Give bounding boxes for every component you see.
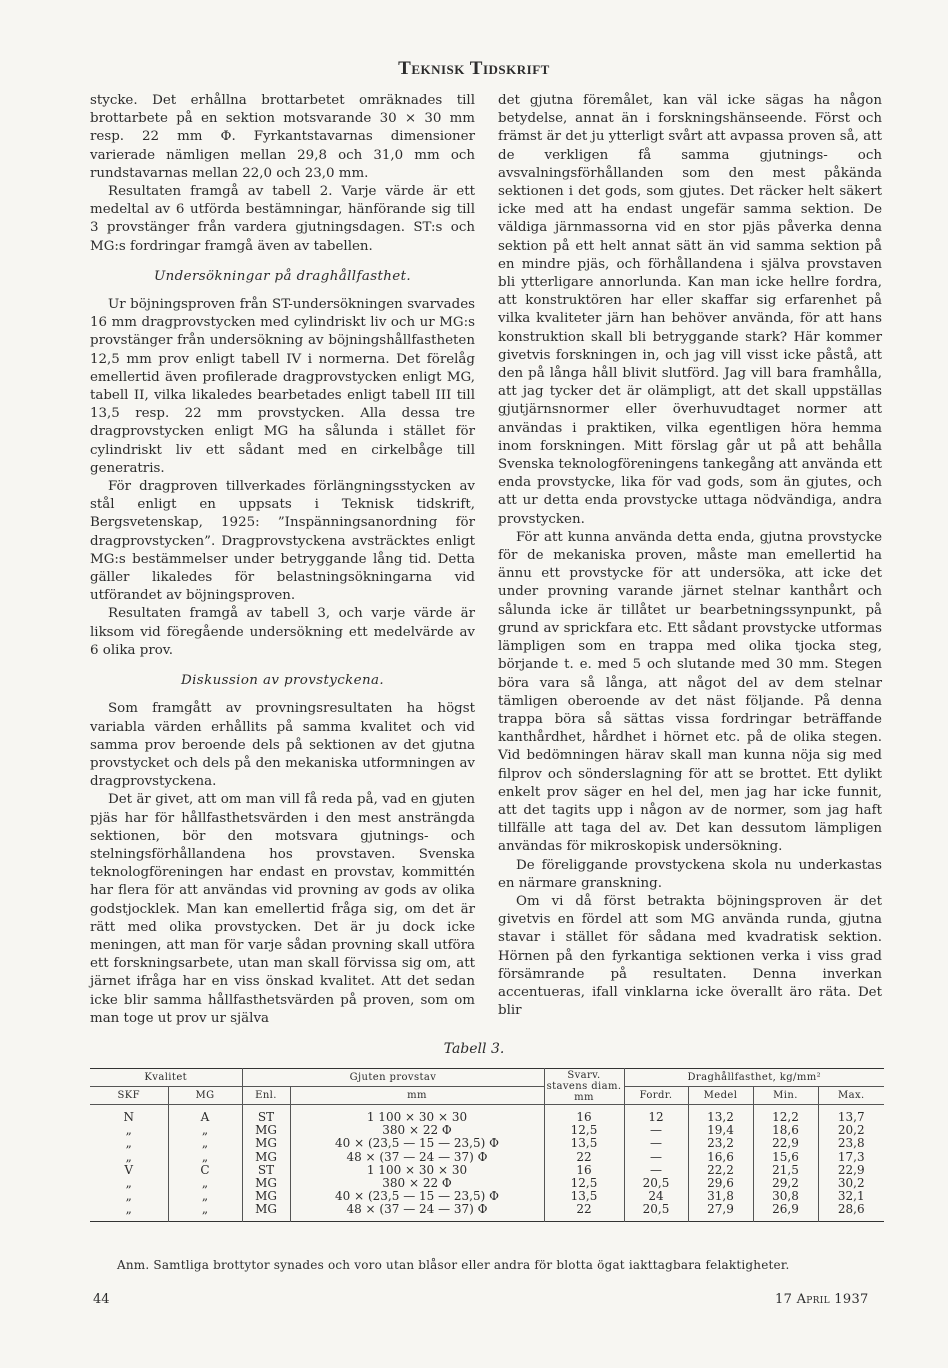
header-max: Max. bbox=[818, 1087, 884, 1105]
cell-medel: 23,2 bbox=[688, 1137, 753, 1150]
cell-fordr: 24 bbox=[624, 1190, 688, 1203]
cell-skf: N bbox=[90, 1105, 168, 1125]
cell-enl: ST bbox=[242, 1105, 290, 1125]
table-note: Anm. Samtliga brottytor synades och voro utan blåsor eller andra för blotta ögat iakttagbara felaktigheter. bbox=[117, 1258, 790, 1272]
cell-fordr: 20,5 bbox=[624, 1203, 688, 1221]
date-month: April bbox=[796, 1292, 830, 1307]
paragraph: De föreliggande provstyckena skola nu underkastas en närmare granskning. bbox=[498, 857, 882, 891]
cell-mg: „ bbox=[168, 1203, 242, 1221]
cell-min: 29,2 bbox=[753, 1177, 818, 1190]
section-heading: Diskussion av provstyckena. bbox=[180, 673, 385, 689]
header-min: Min. bbox=[753, 1087, 818, 1105]
header-fordr: Fordr. bbox=[624, 1087, 688, 1105]
header-enl: Enl. bbox=[242, 1087, 290, 1105]
cell-mg: A bbox=[168, 1105, 242, 1125]
cell-diam: 13,5 bbox=[544, 1190, 624, 1203]
section-heading: Undersökningar på draghållfasthet. bbox=[153, 268, 412, 284]
cell-mg: „ bbox=[168, 1151, 242, 1164]
cell-mg: C bbox=[168, 1164, 242, 1177]
cell-skf: V bbox=[90, 1164, 168, 1177]
cell-diam: 12,5 bbox=[544, 1177, 624, 1190]
cell-diam: 22 bbox=[544, 1151, 624, 1164]
paragraph: För dragproven tillverkades förlängningsstycken av stål enligt en uppsats i Teknisk tidskrift, Bergsvetenskap, 1925: ”Inspänningsanordning för dragprovstycken”. Dragprovstyckena avsträcktes enligt MG:s bestämmelser under betryggande lång tid. Detta gäller likaledes för belastningsökningarna vid utförandet av böjningsproven. bbox=[90, 479, 475, 604]
cell-min: 21,5 bbox=[753, 1164, 818, 1177]
cell-mg: „ bbox=[168, 1124, 242, 1137]
cell-fordr: — bbox=[624, 1124, 688, 1137]
cell-mg: „ bbox=[168, 1177, 242, 1190]
cell-diam: 13,5 bbox=[544, 1137, 624, 1150]
cell-min: 26,9 bbox=[753, 1203, 818, 1221]
header-draghallfasthet: Draghållfasthet, kg/mm² bbox=[624, 1069, 884, 1087]
header-skf: SKF bbox=[90, 1087, 168, 1105]
paragraph: Det är givet, att om man vill få reda på, vad en gjuten pjäs har för hållfasthetsvärden i den mest ansträngda sektionen, bör den motsvara gjutnings- och stelningsförhållandena hos provstaven. Svenska teknologföreningen har endast en provstav, kommittén har flera för att användas vid provning av gods av olika godstjocklek. Man kan emellertid fråga sig, om det är rätt med olika provstycken. Det är ju dock icke meningen, att man för varje sådan provning skall utföra ett forskningsarbete, utan man skall förvissa sig om, att järnet ifråga har en viss önskad kvalitet. Att det sedan icke blir samma hållfasthetsvärden på proven, som om man toge ut prov ur själva bbox=[90, 792, 475, 1026]
cell-mg: „ bbox=[168, 1190, 242, 1203]
cell-fordr: — bbox=[624, 1137, 688, 1150]
table-row bbox=[90, 1164, 884, 1177]
cell-mm: 380 × 22 Φ bbox=[290, 1124, 544, 1137]
cell-max: 23,8 bbox=[837, 1136, 865, 1151]
table-row bbox=[90, 1105, 884, 1125]
cell-enl: MG bbox=[242, 1190, 290, 1203]
cell-skf: „ bbox=[90, 1137, 168, 1150]
cell-medel: 19,4 bbox=[688, 1124, 753, 1137]
paragraph: För att kunna använda detta enda, gjutna provstycke för de mekaniska proven, måste man emellertid ha ännu ett provstycke för att undersöka, att icke det under provning varande järnet stelnar kanthårt och sålunda icke är tillåtet ur bearbetningssynpunkt, på grund av sprickfara etc. Ett sådant provstycke utformas lämpligen som en trappa med olika tjocka steg, börjande t. e. med 5 och slutande med 30 mm. Stegen böra vara så långa, att något del av dem stelnar tämligen oberoende av det näst följande. På denna trappa böra så sättas vissa fordringar beträffande kanthårdhet, hårdhet i hörnet etc. på de olika stegen. Vid bedömningen härav skall man kunna nöja sig med filprov och sönderslagning för att se brottet. Ett dylikt enkelt prov säger en hel del, men jag har icke funnit, att det tagits upp i någon av de normer, som jag haft tillfälle att taga del av. Det kan dessutom lämpligen användas för mikroskopisk undersökning. bbox=[498, 529, 882, 855]
header-svarv-diam: Svarv. stavens diam. mm bbox=[544, 1069, 624, 1105]
cell-max: 13,7 bbox=[837, 1110, 865, 1124]
cell-medel: 13,2 bbox=[688, 1105, 753, 1125]
cell-enl: MG bbox=[242, 1151, 290, 1164]
cell-fordr: 12 bbox=[624, 1105, 688, 1125]
journal-masthead: Teknisk Tidskrift bbox=[398, 58, 550, 79]
results-table bbox=[90, 1068, 884, 1222]
cell-fordr: — bbox=[624, 1164, 688, 1177]
paragraph: Ur böjningsproven från ST-undersökningen svarvades 16 mm dragprovstycken med cylindriskt liv och ur MG:s provstänger från undersökning av böjningshållfastheten 12,5 mm prov enligt tabell IV i normerna. Det förelåg emellertid även profilerade dragprovstycken enligt MG, tabell II, vilka likaledes bearbetades enligt tabell III till 13,5 resp. 22 mm provstycken. Alla dessa tre dragprovstycken enligt MG ha sålunda i stället för cylindriskt liv ett sådant med en cirkelbåge till generatris. bbox=[90, 297, 475, 476]
date-year: 1937 bbox=[834, 1292, 869, 1307]
issue-date bbox=[775, 1292, 869, 1307]
cell-max: 32,1 bbox=[837, 1189, 865, 1204]
cell-enl: MG bbox=[242, 1124, 290, 1137]
cell-mm: 48 × (37 — 24 — 37) Φ bbox=[290, 1151, 544, 1164]
table-row bbox=[90, 1203, 884, 1221]
cell-skf: „ bbox=[90, 1190, 168, 1203]
header-mg: MG bbox=[168, 1087, 242, 1105]
cell-mm: 48 × (37 — 24 — 37) Φ bbox=[290, 1203, 544, 1221]
cell-diam: 16 bbox=[544, 1105, 624, 1125]
paragraph: Resultaten framgå av tabell 2. Varje värde är ett medeltal av 6 utförda bestämningar, hänförande sig till 3 provstänger från vardera gjutningsdagen. ST:s och MG:s fordringar framgå även av tabellen. bbox=[90, 184, 475, 254]
cell-min: 15,6 bbox=[753, 1151, 818, 1164]
cell-mm: 1 100 × 30 × 30 bbox=[290, 1164, 544, 1177]
header-mm: mm bbox=[290, 1087, 544, 1105]
cell-diam: 22 bbox=[544, 1203, 624, 1221]
cell-medel: 27,9 bbox=[688, 1203, 753, 1221]
cell-min: 22,9 bbox=[753, 1137, 818, 1150]
paragraph: Resultaten framgå av tabell 3, och varje värde är liksom vid föregående undersökning ett medelvärde av 6 olika prov. bbox=[90, 606, 475, 658]
paragraph: stycke. Det erhållna brottarbetet omräknades till brottarbete på en sektion motsvarande 30 × 30 mm resp. 22 mm Φ. Fyrkantstavarnas dimensioner varierade nämligen mellan 29,8 och 31,0 mm och rundstavarnas mellan 22,0 och 23,0 mm. bbox=[90, 93, 475, 181]
cell-max: 20,2 bbox=[837, 1123, 865, 1138]
header-kvalitet: Kvalitet bbox=[90, 1069, 242, 1087]
paragraph: Om vi då först betrakta böjningsproven är det givetvis en fördel att som MG använda runda, gjutna stavar i stället för sådana med kvadratisk sektion. Hörnen på den fyrkantiga sektionen verka i viss grad försämrande på resultaten. Denna inverkan accentueras, ifall vinklarna icke överallt äro räta. Det blir bbox=[498, 893, 882, 1019]
header-medel: Medel bbox=[688, 1087, 753, 1105]
cell-skf: „ bbox=[90, 1203, 168, 1221]
cell-max: 28,6 bbox=[837, 1202, 865, 1217]
cell-medel: 29,6 bbox=[688, 1177, 753, 1190]
date-day: 17 bbox=[775, 1292, 793, 1307]
cell-fordr: 20,5 bbox=[624, 1177, 688, 1190]
table-title: Tabell 3. bbox=[443, 1041, 505, 1057]
paragraph: Som framgått av provningsresultaten ha högst variabla värden erhållits på samma kvalitet och vid samma prov beroende dels på sektionen av det gjutna provstycket och dels på den mekaniska utformningen av dragprovstyckena. bbox=[90, 701, 475, 790]
cell-mm: 380 × 22 Φ bbox=[290, 1177, 544, 1190]
cell-min: 30,8 bbox=[753, 1190, 818, 1203]
left-text-column bbox=[90, 92, 475, 1028]
cell-fordr: — bbox=[624, 1151, 688, 1164]
cell-medel: 16,6 bbox=[688, 1151, 753, 1164]
table-row bbox=[90, 1137, 884, 1150]
cell-enl: ST bbox=[242, 1164, 290, 1177]
cell-diam: 12,5 bbox=[544, 1124, 624, 1137]
cell-min: 18,6 bbox=[753, 1124, 818, 1137]
cell-skf: „ bbox=[90, 1151, 168, 1164]
cell-skf: „ bbox=[90, 1177, 168, 1190]
cell-mg: „ bbox=[168, 1137, 242, 1150]
cell-max: 17,3 bbox=[837, 1149, 865, 1164]
cell-mm: 1 100 × 30 × 30 bbox=[290, 1105, 544, 1125]
cell-mm: 40 × (23,5 — 15 — 23,5) Φ bbox=[290, 1137, 544, 1150]
cell-medel: 22,2 bbox=[688, 1164, 753, 1177]
cell-enl: MG bbox=[242, 1137, 290, 1150]
right-text-column bbox=[498, 92, 882, 1020]
cell-max: 30,2 bbox=[837, 1176, 865, 1191]
header-gjuten-provstav: Gjuten provstav bbox=[242, 1069, 544, 1087]
cell-enl: MG bbox=[242, 1177, 290, 1190]
page-number: 44 bbox=[93, 1292, 110, 1307]
cell-skf: „ bbox=[90, 1124, 168, 1137]
cell-min: 12,2 bbox=[753, 1105, 818, 1125]
paragraph: det gjutna föremålet, kan väl icke sägas ha någon betydelse, annat än i forskningshänseende. Först och främst är det ju ytterligt svårt att avpassa proven så, att de verkligen få samma gjutnings- och avsvalningsförhållanden som den mest påkända sektionen i det gods, som gjutes. Det räcker helt säkert icke med att ha endast ungefär samma sektion. De väldiga järnmassorna vid en stor pjäs påverka denna sektion på ett helt annat sätt än vid samma sektion på en mindre pjäs, och förhållandena i själva provstaven bli ytterligare annorlunda. Kan man icke hellre fordra, att konstruktören har eller skaffar sig erfarenhet på vilka kvaliteter järn han behöver använda, för att hans konstruktion skall bli betryggande stark? Här kommer givetvis forskningen in, och jag vill visst icke påstå, att den på långa håll blivit slutförd. Jag vill bara framhålla, att jag tycker det är olämpligt, att det skall uppställas gjutjärnsnormer eller överhuvudtaget normer att användas i praktiken, vilka egentligen höra hemma inom forskningen. Mitt förslag går ut på att behålla Svenska teknologföreningens tankegång att använda ett enda provstycke, lika för vad gods, som än gjutes, och att ur detta enda provstycke uttaga nödvändiga, andra provstycken. bbox=[498, 93, 882, 527]
cell-max: 22,9 bbox=[837, 1162, 865, 1177]
cell-medel: 31,8 bbox=[688, 1190, 753, 1203]
cell-diam: 16 bbox=[544, 1164, 624, 1177]
cell-mm: 40 × (23,5 — 15 — 23,5) Φ bbox=[290, 1190, 544, 1203]
cell-enl: MG bbox=[242, 1203, 290, 1221]
table-row bbox=[90, 1151, 884, 1164]
